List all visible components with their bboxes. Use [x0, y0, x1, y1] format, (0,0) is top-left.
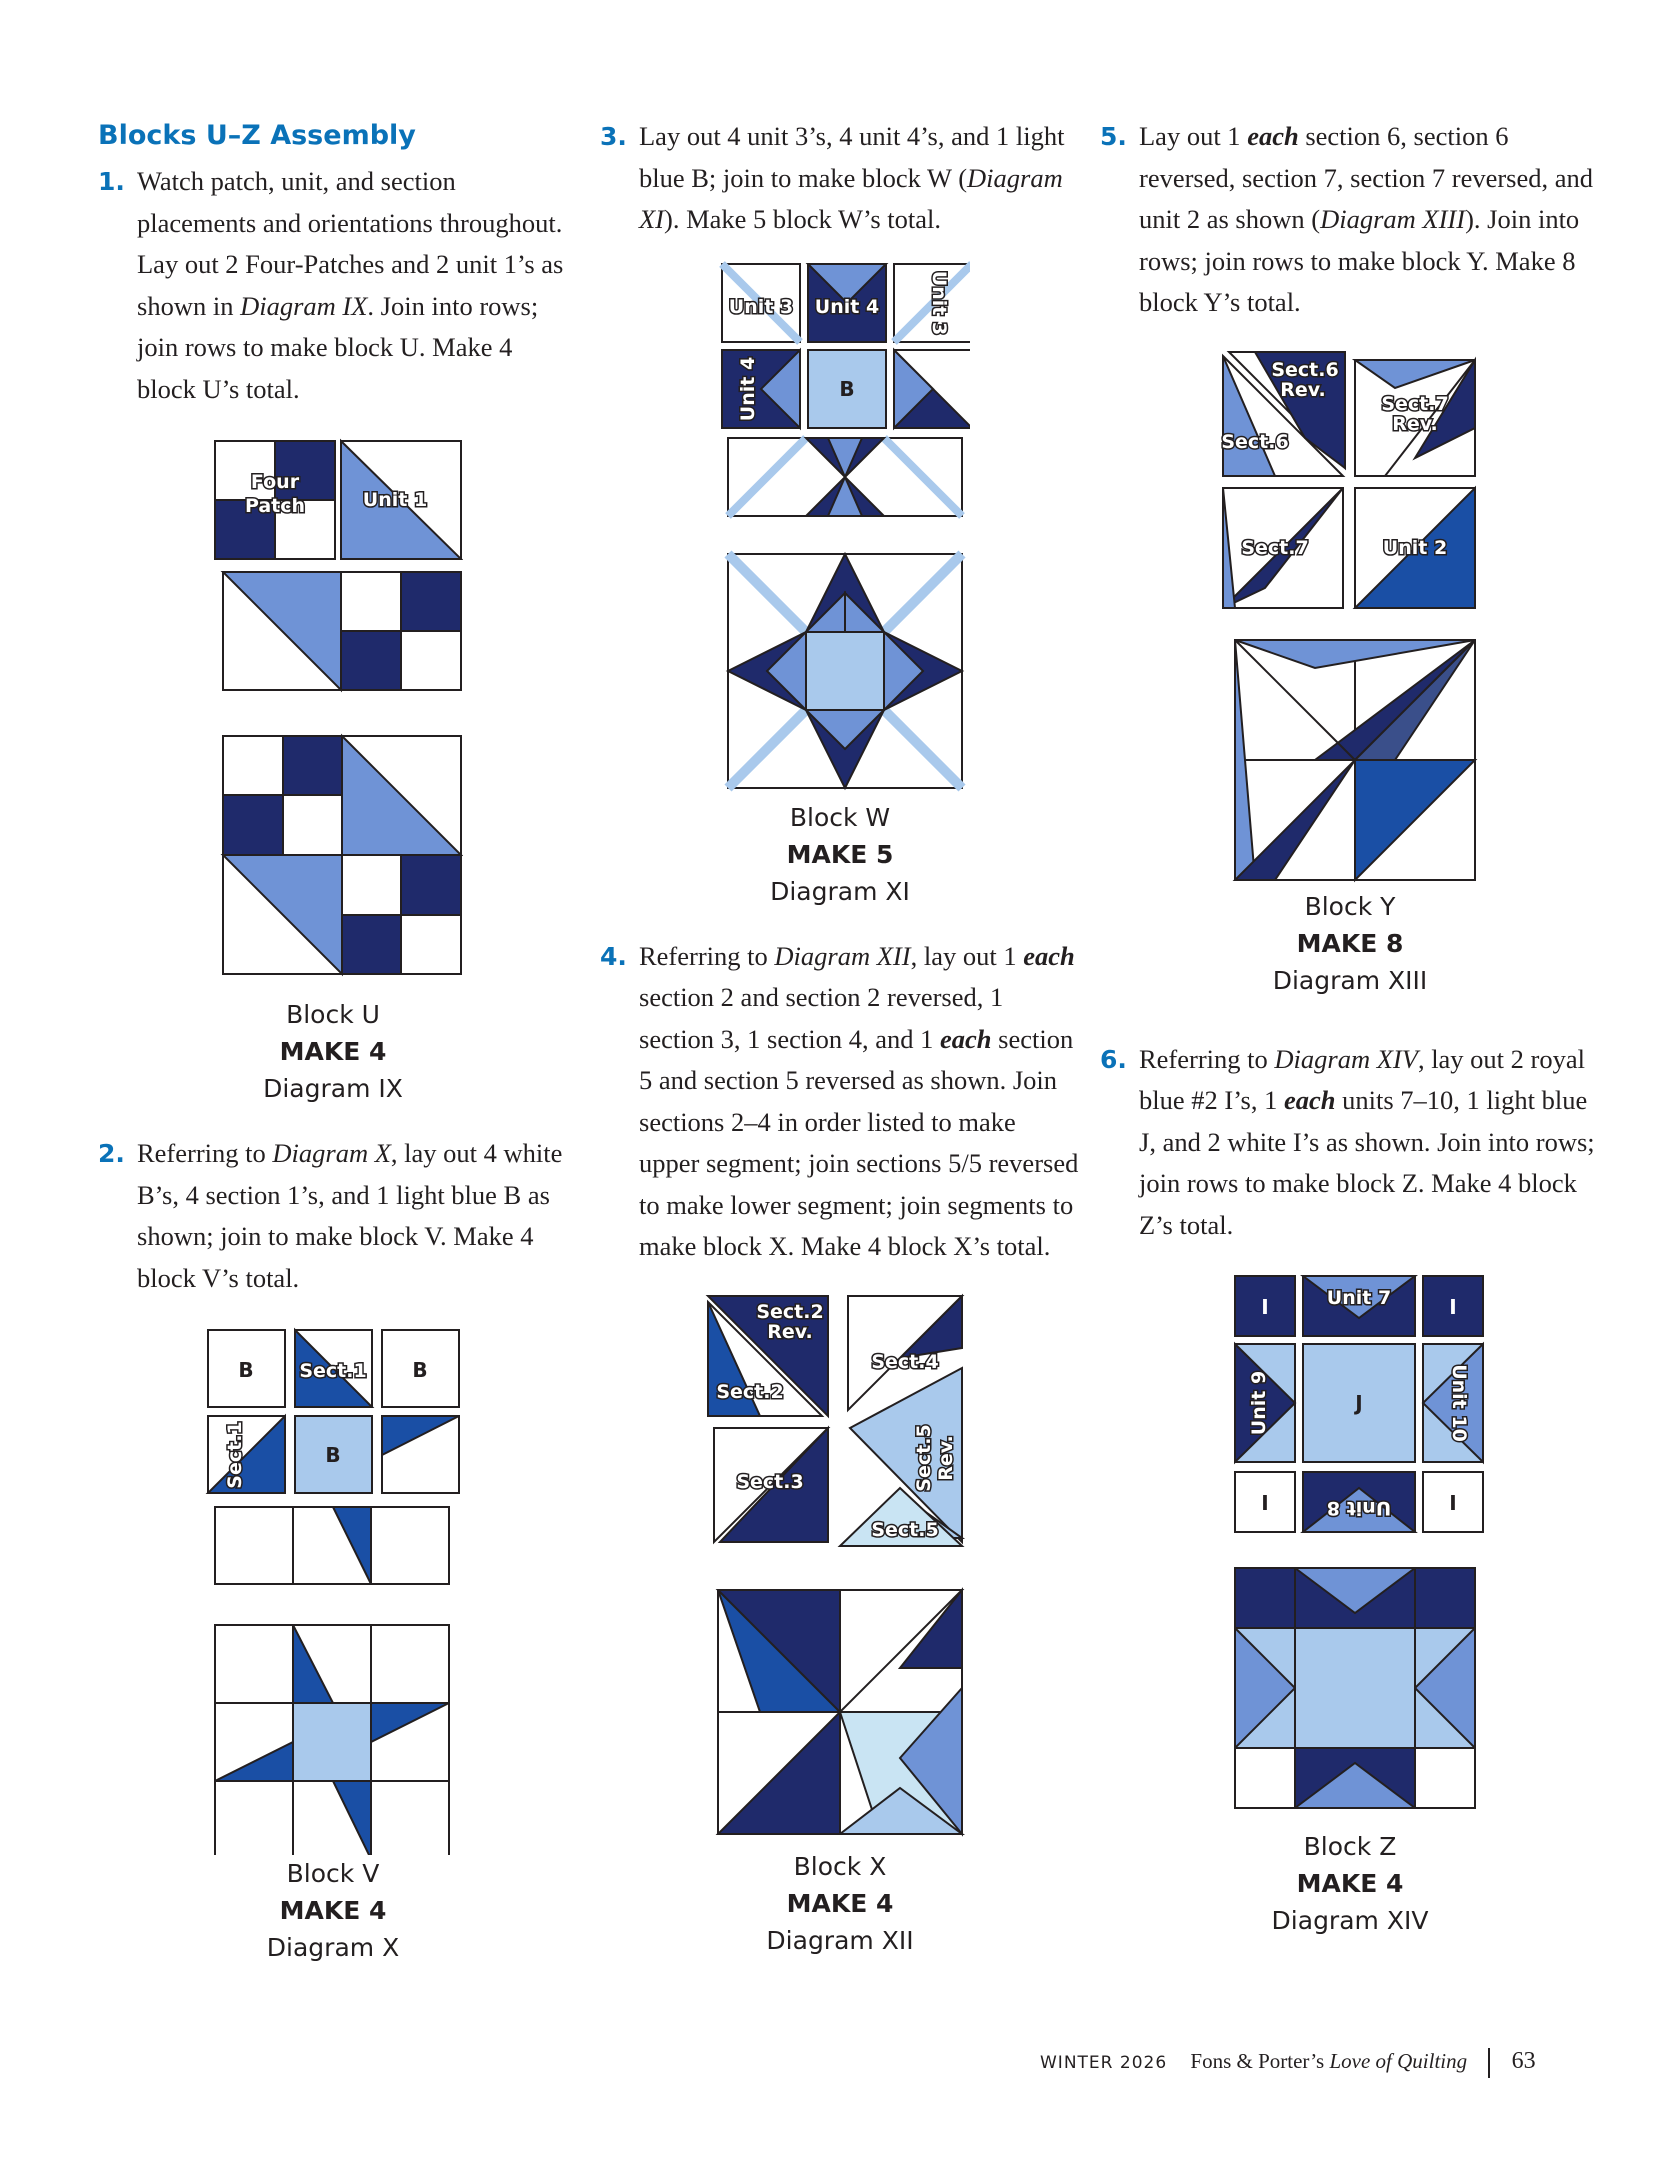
block-name: Block X [793, 1851, 887, 1881]
column-3 [1100, 116, 1600, 1965]
unit3-label: Unit 3 [728, 295, 794, 318]
step-number: 6. [1100, 1044, 1127, 1074]
step-4 [600, 936, 1080, 1268]
diagram-xiv [1100, 1268, 1600, 1939]
unit1-label: Unit 1 [362, 489, 428, 511]
block-u-caption [98, 996, 568, 1107]
block-w-caption [600, 799, 1080, 910]
block-y-caption [1100, 888, 1600, 999]
step-5 [1100, 116, 1600, 324]
sect6-rev-label: Rev. [1280, 378, 1326, 401]
sect6-label: Sect.6 [1221, 430, 1289, 453]
step-1 [98, 161, 568, 410]
sect1-label: Sect.1 [299, 1360, 367, 1382]
step-text: ). Join into rows; join rows to make block Y. Make 8 block Y’s total. [1139, 204, 1580, 317]
diagram-name: Diagram IX [263, 1074, 403, 1103]
patch-i-label: I [1261, 1295, 1269, 1319]
step-text: Referring to [1139, 1043, 1275, 1074]
patch-b-label: B [238, 1358, 254, 1382]
sect2-rev-label: Sect.2 [756, 1300, 824, 1323]
emphasis: each [940, 1023, 992, 1054]
four-patch-label: Four [250, 471, 300, 493]
block-x-caption [600, 1848, 1080, 1959]
sect4-label: Sect.4 [871, 1350, 939, 1373]
sect5-rev-label: Sect.5 [913, 1423, 935, 1492]
block-v-caption [98, 1855, 568, 1966]
diagram-x-art [203, 1325, 463, 1855]
sect7-rev-label: Rev. [1392, 412, 1438, 435]
sect2-rev-label: Rev. [767, 1320, 813, 1343]
diagram-xi [600, 259, 1080, 910]
diagram-xiii [1100, 348, 1600, 999]
column-1 [98, 110, 568, 1992]
unit7-label: Unit 7 [1326, 1287, 1392, 1309]
diagram-xiv-art [1215, 1268, 1485, 1828]
step-text: , lay out 1 [910, 940, 1024, 971]
sect2-label: Sect.2 [716, 1380, 784, 1403]
step-number: 2. [98, 1139, 125, 1168]
step-number: 1. [98, 167, 125, 196]
step-text: . Join into rows; join rows to make block U. Make 4 block U’s total. [137, 290, 539, 404]
section-heading: Blocks U–Z Assembly [98, 120, 416, 151]
unit4-label: Unit 4 [814, 295, 880, 318]
step-text: , lay out 2 royal blue #2 I’s, 1 [1139, 1043, 1585, 1115]
make-count: MAKE 4 [1296, 1869, 1404, 1898]
step-text: Referring to [137, 1138, 273, 1168]
diagram-ref: Diagram XIV [1274, 1043, 1418, 1074]
step-text: Lay out 4 unit 3’s, 4 unit 4’s, and 1 light blue B; join to make block W ( [639, 121, 1065, 193]
step-text: Watch patch, unit, and section placements and orientations throughout. Lay out 2 Four-Patches and 2 unit 1’s as shown in [137, 166, 564, 321]
step-number: 5. [1100, 122, 1127, 151]
diagram-ref: Diagram XI [639, 162, 1063, 234]
diagram-ref: Diagram XII [774, 940, 911, 971]
step-6 [1100, 1039, 1600, 1247]
diagram-xii [600, 1288, 1080, 1959]
patch-i-label: I [1449, 1295, 1457, 1319]
diagram-ix [98, 436, 568, 1107]
page-number: 63 [1511, 2048, 1536, 2074]
step-number: 3. [600, 122, 627, 151]
step-text: Referring to [639, 940, 775, 971]
step-2 [98, 1133, 568, 1299]
diagram-ix-art [203, 436, 463, 996]
block-name: Block Z [1303, 1832, 1397, 1861]
block-name: Block Y [1304, 891, 1396, 921]
unit9-label: Unit 9 [1248, 1370, 1270, 1436]
magazine-name: Love of Quilting [1329, 2049, 1468, 2073]
page-footer [1040, 2048, 1600, 2088]
patch-b-label: B [412, 1358, 428, 1382]
four-patch-label: Patch [244, 495, 306, 517]
diagram-x [98, 1325, 568, 1966]
block-name: Block W [789, 802, 891, 832]
diagram-name: Diagram XI [770, 876, 910, 906]
unit2-label: Unit 2 [1382, 536, 1448, 559]
step-number: 4. [600, 941, 627, 971]
column-2 [600, 116, 1080, 1985]
issue-label: WINTER 2026 [1040, 2053, 1168, 2073]
step-text: section 6, section 6 reversed, section 7, section 7 reversed, and unit 2 as shown ( [1139, 121, 1594, 234]
make-count: MAKE 4 [279, 1896, 387, 1925]
patch-j-label: J [1355, 1391, 1363, 1415]
make-count: MAKE 8 [1296, 928, 1404, 958]
diagram-xiii-art [1215, 348, 1485, 888]
unit8-label: Unit 8 [1326, 1497, 1392, 1519]
diagram-xi-art [710, 259, 970, 799]
step-text: ). Make 5 block W’s total. [664, 204, 941, 234]
diagram-ref: Diagram XIII [1320, 204, 1466, 234]
block-name: Block V [286, 1859, 380, 1888]
patch-b-label: B [325, 1443, 341, 1467]
step-3 [600, 116, 1080, 241]
patch-i-label: I [1449, 1491, 1457, 1515]
footer-divider [1488, 2048, 1490, 2078]
unit4-label: Unit 4 [737, 356, 759, 421]
patch-i-label: I [1261, 1491, 1269, 1515]
diagram-name: Diagram XII [766, 1925, 914, 1955]
magazine-title [1190, 2049, 1467, 2073]
patch-b-label: B [839, 376, 855, 401]
magazine-name: Fons & Porter’s [1190, 2049, 1330, 2073]
diagram-ref: Diagram X [272, 1138, 391, 1168]
make-count: MAKE 4 [786, 1888, 894, 1918]
step-text: section 2 and section 2 reversed, 1 section 3, 1 section 4, and 1 [639, 982, 1004, 1054]
step-text: Lay out 1 [1139, 121, 1248, 151]
diagram-name: Diagram XIII [1272, 965, 1428, 995]
diagram-name: Diagram XIV [1271, 1906, 1429, 1935]
unit3-label: Unit 3 [928, 270, 950, 335]
sect3-label: Sect.3 [736, 1470, 804, 1493]
step-text: units 7–10, 1 light blue J, and 2 white I’s as shown. Join into rows; join rows to make block Z. Make 4 block Z’s total. [1139, 1085, 1595, 1240]
make-count: MAKE 4 [279, 1037, 387, 1066]
sect6-rev-label: Sect.6 [1271, 358, 1339, 381]
unit10-label: Unit 10 [1448, 1364, 1470, 1442]
make-count: MAKE 5 [786, 839, 894, 869]
sect5-label: Sect.5 [871, 1518, 939, 1541]
emphasis: each [1023, 940, 1075, 971]
diagram-name: Diagram X [266, 1933, 400, 1962]
step-text: , lay out 4 white B’s, 4 section 1’s, and 1 light blue B as shown; join to make block V. Make 4 block V’s total. [137, 1138, 563, 1293]
diagram-xii-art [700, 1288, 980, 1848]
step-text: section 5 and section 5 reversed as shown. Join sections 2–4 in order listed to make upper segment; join sections 5/5 reversed to make lower segment; join segments to make block X. Make 4 block X’s total. [639, 1023, 1079, 1261]
sect7-rev-label: Sect.7 [1381, 392, 1449, 415]
diagram-ref: Diagram IX [240, 290, 368, 321]
block-z-caption [1100, 1828, 1600, 1939]
sect7-label: Sect.7 [1241, 536, 1309, 559]
emphasis: each [1284, 1085, 1336, 1115]
sect5-rev-label: Rev. [935, 1434, 957, 1481]
sect1-label: Sect.1 [224, 1421, 246, 1489]
block-name: Block U [286, 1000, 380, 1029]
emphasis: each [1247, 121, 1299, 151]
